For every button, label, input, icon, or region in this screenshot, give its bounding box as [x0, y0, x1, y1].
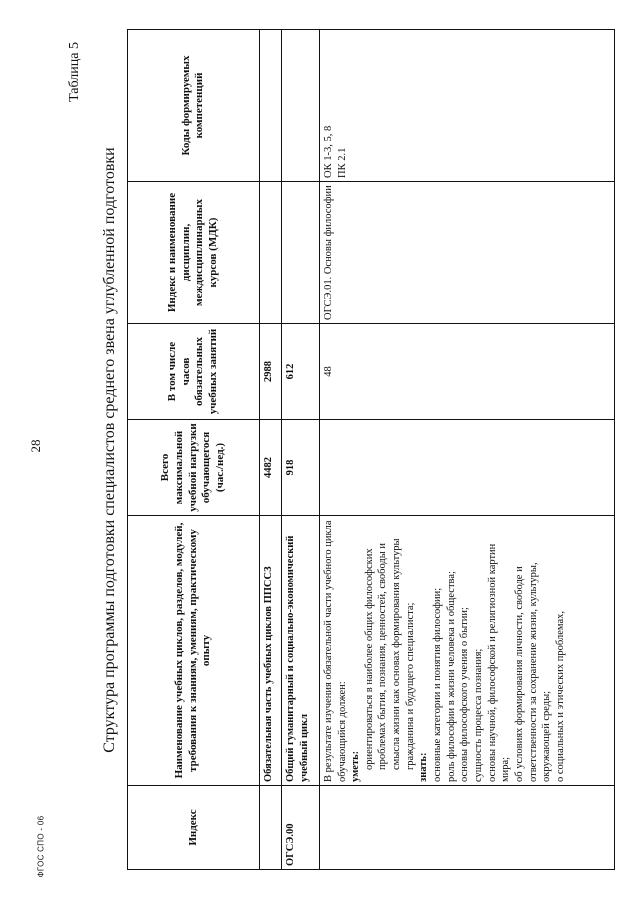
- knowledge-item: об условиях формирования личности, свободе и ответственности за сохранение жизни, культуры, окружающей среды;: [513, 562, 553, 782]
- knowledge-item: основы философского учения о бытии;: [459, 607, 471, 782]
- header-max-load: Всего максимальной учебной нагрузки обучающегося (час./нед.): [128, 420, 260, 516]
- knowledge-item: основные категории и понятия философии;: [432, 587, 444, 782]
- row-discipline: ОГСЭ.01. Основы философии: [319, 182, 614, 324]
- row-mandatory: 2988: [259, 324, 281, 420]
- row-name: Общий гуманитарный и социально-экономический учебный цикл: [281, 516, 319, 786]
- knowledge-item: основы научной, философской и религиозной картин мира;: [486, 543, 512, 782]
- table-row: [281, 30, 319, 870]
- row-max-load: 4482: [259, 420, 281, 516]
- skill-item: ориентироваться в наиболее общих философских проблемах бытия, познания, ценностей, свободы и смысла жизни как основах формирования культуры гражданина и будущего специалиста;: [363, 538, 416, 770]
- row-requirements: [319, 516, 614, 786]
- page-number: 28: [28, 439, 43, 453]
- table-row: [319, 30, 614, 870]
- row-index: ОГСЭ.00: [281, 786, 319, 870]
- row-codes: [259, 30, 281, 182]
- knowledge-item: о социальных и этических проблемах,: [554, 611, 566, 782]
- row-index: [319, 786, 614, 870]
- row-mandatory: 48: [319, 324, 614, 420]
- knowledge-item: роль философии в жизни человека и общества;: [445, 571, 457, 782]
- requirements-intro: В результате изучения обязательной части учебного цикла обучающийся должен:: [322, 520, 348, 782]
- table-row: [259, 30, 281, 870]
- codes-line: ПК 2.1: [336, 147, 348, 178]
- row-max-load: 918: [281, 420, 319, 516]
- row-mandatory: 612: [281, 324, 319, 420]
- row-codes: [319, 30, 614, 182]
- row-name: Обязательная часть учебных циклов ППССЗ: [259, 516, 281, 786]
- page-title: Структура программы подготовки специалистов среднего звена углубленной подготовки: [101, 147, 118, 753]
- footer-standard-label: ФГОС СПО - 06: [36, 815, 46, 878]
- curriculum-structure-table: [127, 29, 615, 870]
- header-codes: Коды формируемых компетенций: [128, 30, 260, 182]
- header-index: Индекс: [128, 786, 260, 870]
- header-mandatory: В том числе часов обязательных учебных занятий: [128, 324, 260, 420]
- table-header-row: [128, 30, 260, 870]
- codes-line: ОК 1-3, 5, 8: [322, 125, 334, 178]
- row-discipline: [259, 182, 281, 324]
- table-label: Таблица 5: [67, 42, 82, 102]
- row-max-load: [319, 420, 614, 516]
- row-index: [259, 786, 281, 870]
- rotated-page-content: [67, 30, 621, 870]
- row-discipline: [281, 182, 319, 324]
- header-discipline: Индекс и наименование дисциплин, междисциплинарных курсов (МДК): [128, 182, 260, 324]
- row-codes: [281, 30, 319, 182]
- knowledge-label: знать:: [418, 752, 430, 782]
- header-name: Наименование учебных циклов, разделов, модулей, требования к знаниям, умениям, практическому опыту: [128, 516, 260, 786]
- skills-label: уметь:: [350, 750, 362, 782]
- knowledge-item: сущность процесса познания;: [472, 648, 484, 782]
